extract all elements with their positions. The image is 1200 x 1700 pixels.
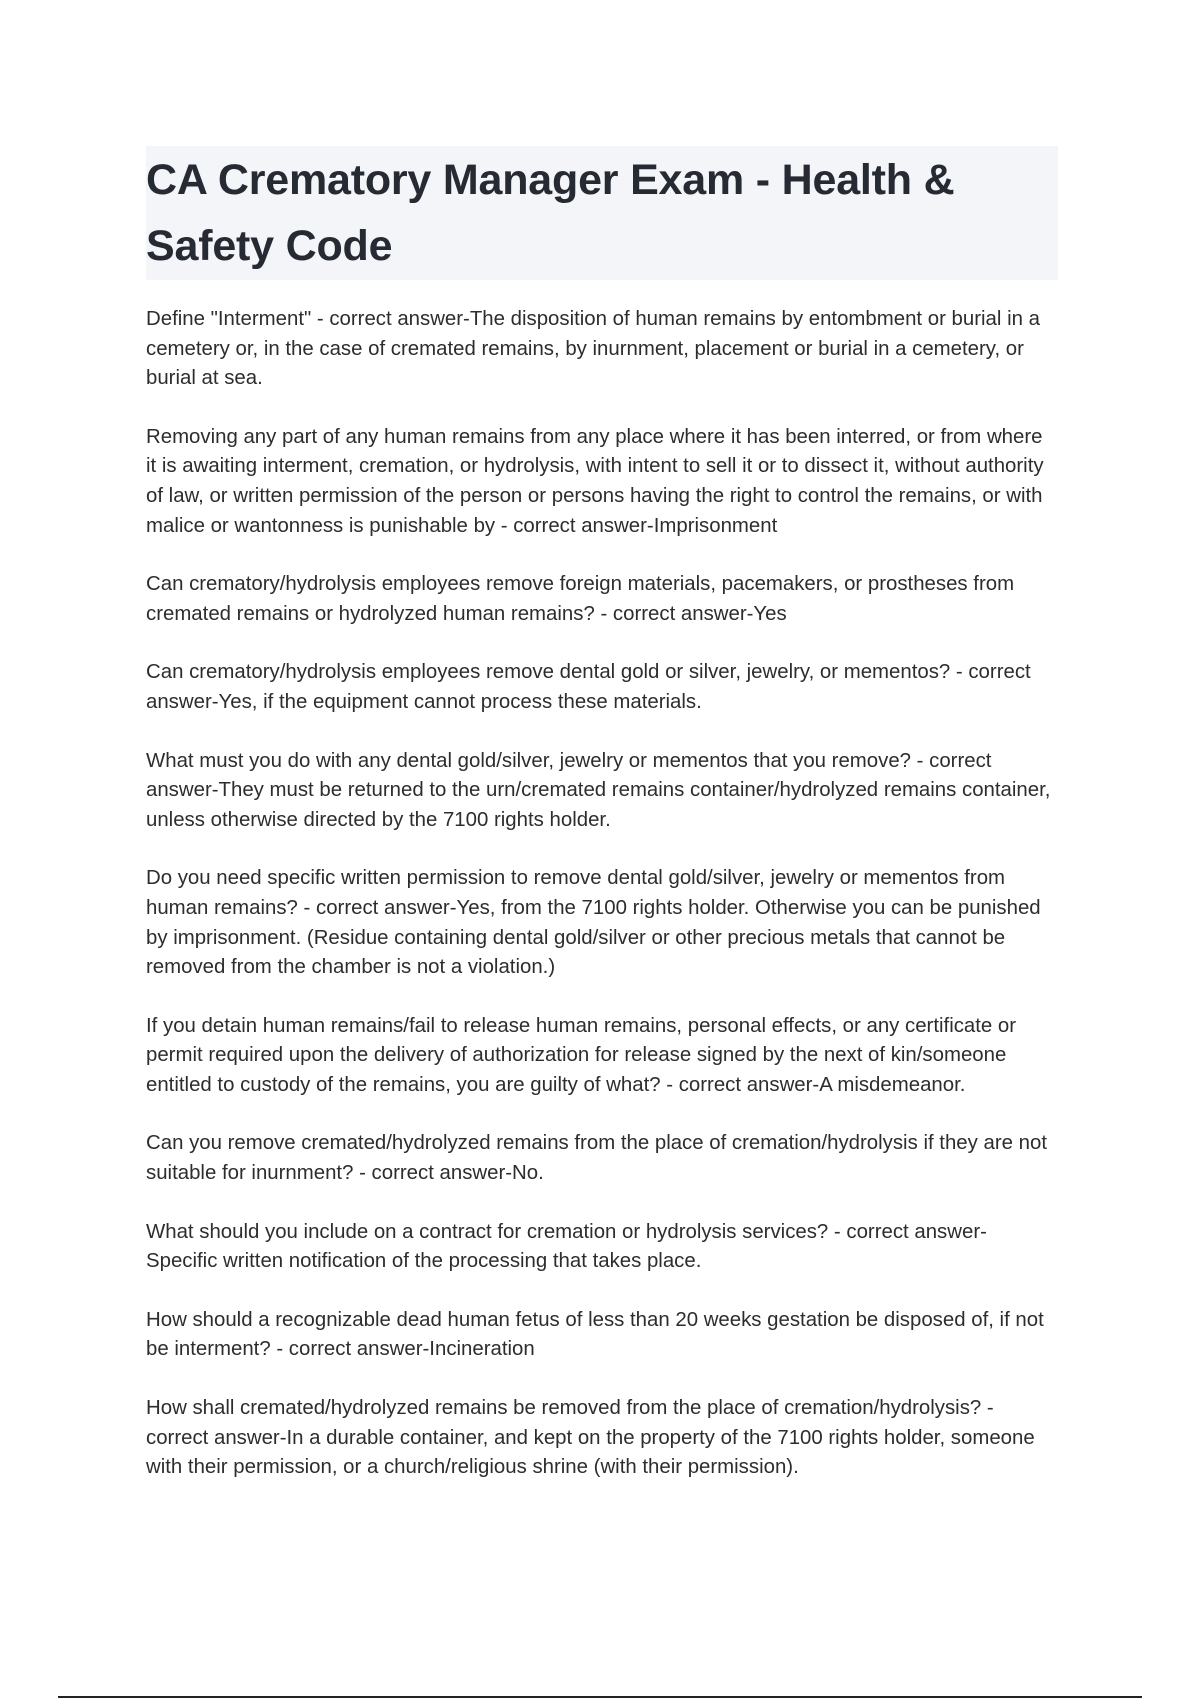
footer-divider <box>58 1696 1142 1698</box>
qa-list <box>146 305 1058 1512</box>
qa-item: How shall cremated/hydrolyzed remains be removed from the place of cremation/hydrolysis? - correct answer-In a durable container, and kept on the property of the 7100 rights holder, someone with their permission, or a church/religious shrine (with their permission). <box>146 1397 1035 1479</box>
qa-item: If you detain human remains/fail to release human remains, personal effects, or any certificate or permit required upon the delivery of authorization for release signed by the next of kin/someone entitled to custody of the remains, you are guilty of what? - correct answer-A misdemeanor. <box>146 1014 1017 1096</box>
qa-item: Define "Interment" - correct answer-The disposition of human remains by entombment or burial in a cemetery or, in the case of cremated remains, by inurnment, placement or burial in a cemetery, or burial at sea. <box>146 308 1040 390</box>
qa-item: What must you do with any dental gold/silver, jewelry or mementos that you remove? - correct answer-They must be returned to the urn/cremated remains container/hydrolyzed remains container, unless otherwise directed by the 7100 rights holder. <box>146 749 1051 831</box>
qa-item: How should a recognizable dead human fetus of less than 20 weeks gestation be disposed of, if not be interment? - correct answer-Incineration <box>146 1308 1044 1361</box>
page-title: CA Crematory Manager Exam - Health & Safety Code <box>146 156 955 270</box>
qa-item: Do you need specific written permission to remove dental gold/silver, jewelry or mementos from human remains? - correct answer-Yes, from the 7100 rights holder. Otherwise you can be punished by imprisonment. (Residue containing dental gold/silver or other precious metals that cannot be removed from the chamber is not a violation.) <box>146 867 1041 979</box>
qa-item: Can you remove cremated/hydrolyzed remains from the place of cremation/hydrolysis if they are not suitable for inurnment? - correct answer-No. <box>146 1132 1047 1185</box>
qa-item: Removing any part of any human remains from any place where it has been interred, or from where it is awaiting interment, cremation, or hydrolysis, with intent to sell it or to dissect it, without authority of law, or written permission of the person or persons having the right to control the remains, or with malice or wantonness is punishable by - correct answer-Imprisonment <box>146 425 1044 537</box>
title-block <box>146 146 1058 280</box>
qa-item: What should you include on a contract for cremation or hydrolysis services? - correct answer-Specific written notification of the processing that takes place. <box>146 1220 987 1273</box>
qa-item: Can crematory/hydrolysis employees remove dental gold or silver, jewelry, or mementos? - correct answer-Yes, if the equipment cannot process these materials. <box>146 661 1031 713</box>
qa-item: Can crematory/hydrolysis employees remove foreign materials, pacemakers, or prostheses from cremated remains or hydrolyzed human remains? - correct answer-Yes <box>146 573 1015 625</box>
